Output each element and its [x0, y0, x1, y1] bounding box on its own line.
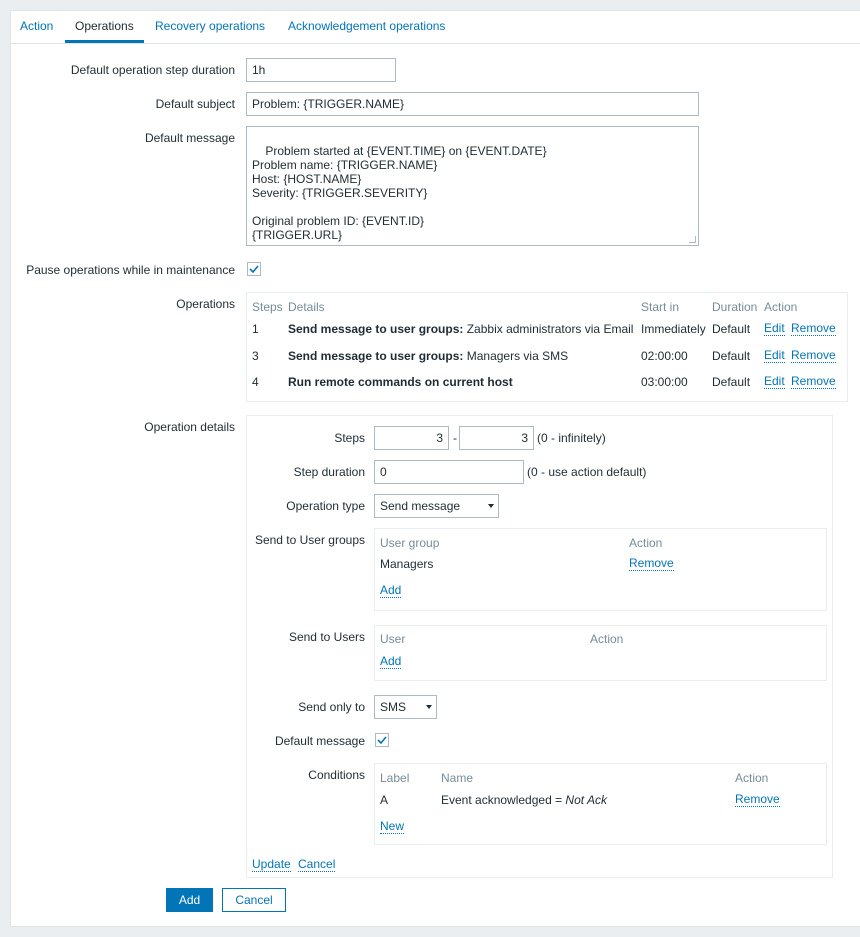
- col-action: Action: [764, 300, 798, 314]
- checkmark-icon: [377, 735, 387, 745]
- op-remove-link[interactable]: Remove: [791, 321, 836, 335]
- col-cond-label: Label: [380, 771, 410, 785]
- user-group-name: Managers: [380, 557, 434, 571]
- op-duration: Default: [712, 349, 751, 363]
- col-duration: Duration: [712, 300, 758, 314]
- action-form-panel: [10, 10, 860, 927]
- default-message-text: Problem started at {EVENT.TIME} on {EVENT.DATE} Problem name: {TRIGGER.NAME} Host: {HOST.NAME} Severity: {TRIGGER.SEVERITY} Original problem ID: {EVENT.ID} {TRIGGER.URL}: [252, 144, 547, 242]
- step-duration-label: Default operation step duration: [70, 63, 235, 77]
- step-duration-input[interactable]: 1h: [246, 58, 396, 82]
- steps-separator: -: [453, 431, 457, 445]
- user-group-remove-link[interactable]: Remove: [629, 556, 674, 570]
- tab-operations[interactable]: Operations: [65, 19, 144, 43]
- col-start-in: Start in: [641, 300, 680, 314]
- condition-remove-link[interactable]: Remove: [735, 792, 780, 806]
- op-duration: Default: [712, 322, 751, 336]
- cancel-link[interactable]: Cancel: [298, 857, 336, 871]
- chevron-down-icon: [488, 504, 494, 508]
- col-user-group: User group: [380, 536, 440, 550]
- col-steps: Steps: [252, 300, 283, 314]
- condition-label: A: [380, 793, 389, 807]
- conditions-label: Conditions: [308, 768, 365, 782]
- operation-type-label: Operation type: [286, 499, 365, 513]
- op-remove-link[interactable]: Remove: [791, 348, 836, 362]
- op-edit-link[interactable]: Edit: [764, 348, 785, 362]
- op-detail: Run remote commands on current host: [288, 375, 513, 389]
- col-cond-action: Action: [735, 771, 769, 785]
- update-link[interactable]: Update: [252, 857, 291, 871]
- op-step: 3: [252, 349, 259, 363]
- conditions-table: [374, 763, 827, 845]
- send-only-to-label: Send only to: [298, 700, 365, 714]
- op-duration: Default: [712, 375, 751, 389]
- op-detail: Send message to user groups: Zabbix administrators via Email: [288, 322, 634, 336]
- col-details: Details: [288, 300, 325, 314]
- tab-recovery-operations[interactable]: Recovery operations: [155, 19, 266, 33]
- condition-new-link[interactable]: New: [380, 819, 405, 833]
- condition-name: Event acknowledged = Not Ack: [441, 793, 607, 807]
- col-user: User: [380, 632, 406, 646]
- step-duration-detail-input[interactable]: 0: [374, 460, 524, 484]
- col-ug-action: Action: [629, 536, 663, 550]
- op-step: 4: [252, 375, 259, 389]
- operations-label: Operations: [176, 297, 235, 311]
- operation-type-value: Send message: [380, 499, 461, 513]
- steps-from-input[interactable]: 3: [374, 426, 449, 450]
- default-message-textarea[interactable]: [246, 126, 699, 246]
- tab-acknowledgement-operations[interactable]: Acknowledgement operations: [288, 19, 446, 33]
- steps-hint: (0 - infinitely): [537, 431, 606, 445]
- op-remove-link[interactable]: Remove: [791, 374, 836, 388]
- chevron-down-icon: [426, 705, 432, 709]
- operation-details-label: Operation details: [144, 420, 235, 434]
- step-duration-detail-label: Step duration: [293, 465, 365, 479]
- cancel-button[interactable]: Cancel: [222, 888, 286, 912]
- steps-to-input[interactable]: 3: [459, 426, 534, 450]
- op-start-in: 03:00:00: [641, 375, 688, 389]
- default-subject-input[interactable]: Problem: {TRIGGER.NAME}: [246, 92, 699, 116]
- op-detail: Send message to user groups: Managers via SMS: [288, 349, 569, 363]
- user-group-add-link[interactable]: Add: [380, 583, 402, 597]
- operations-table: [246, 292, 848, 402]
- default-message-checkbox[interactable]: [375, 733, 389, 747]
- user-groups-table: [374, 528, 827, 611]
- operation-details-box: [246, 415, 833, 878]
- tab-action[interactable]: Action: [20, 19, 54, 33]
- step-duration-hint: (0 - use action default): [527, 465, 647, 479]
- send-only-to-select[interactable]: [374, 695, 437, 719]
- checkmark-icon: [249, 264, 259, 274]
- send-users-label: Send to Users: [288, 630, 365, 644]
- tab-bar: [11, 11, 860, 44]
- pause-maintenance-label: Pause operations while in maintenance: [26, 263, 235, 277]
- col-user-action: Action: [590, 632, 624, 646]
- op-edit-link[interactable]: Edit: [764, 374, 785, 388]
- col-cond-name: Name: [441, 771, 474, 785]
- pause-maintenance-checkbox[interactable]: [247, 262, 261, 276]
- default-message-detail-label: Default message: [274, 734, 365, 748]
- send-only-to-value: SMS: [380, 700, 407, 714]
- op-start-in: Immediately: [641, 322, 706, 336]
- send-user-groups-label: Send to User groups: [254, 533, 365, 547]
- resize-grip-icon[interactable]: [689, 236, 696, 243]
- op-edit-link[interactable]: Edit: [764, 321, 785, 335]
- add-button[interactable]: Add: [166, 888, 213, 912]
- users-table: [374, 625, 827, 681]
- users-add-link[interactable]: Add: [380, 654, 402, 668]
- op-start-in: 02:00:00: [641, 349, 688, 363]
- default-message-label: Default message: [144, 131, 235, 145]
- op-step: 1: [252, 322, 259, 336]
- steps-label: Steps: [334, 431, 365, 445]
- default-subject-label: Default subject: [155, 97, 235, 111]
- operation-type-select[interactable]: [374, 494, 499, 518]
